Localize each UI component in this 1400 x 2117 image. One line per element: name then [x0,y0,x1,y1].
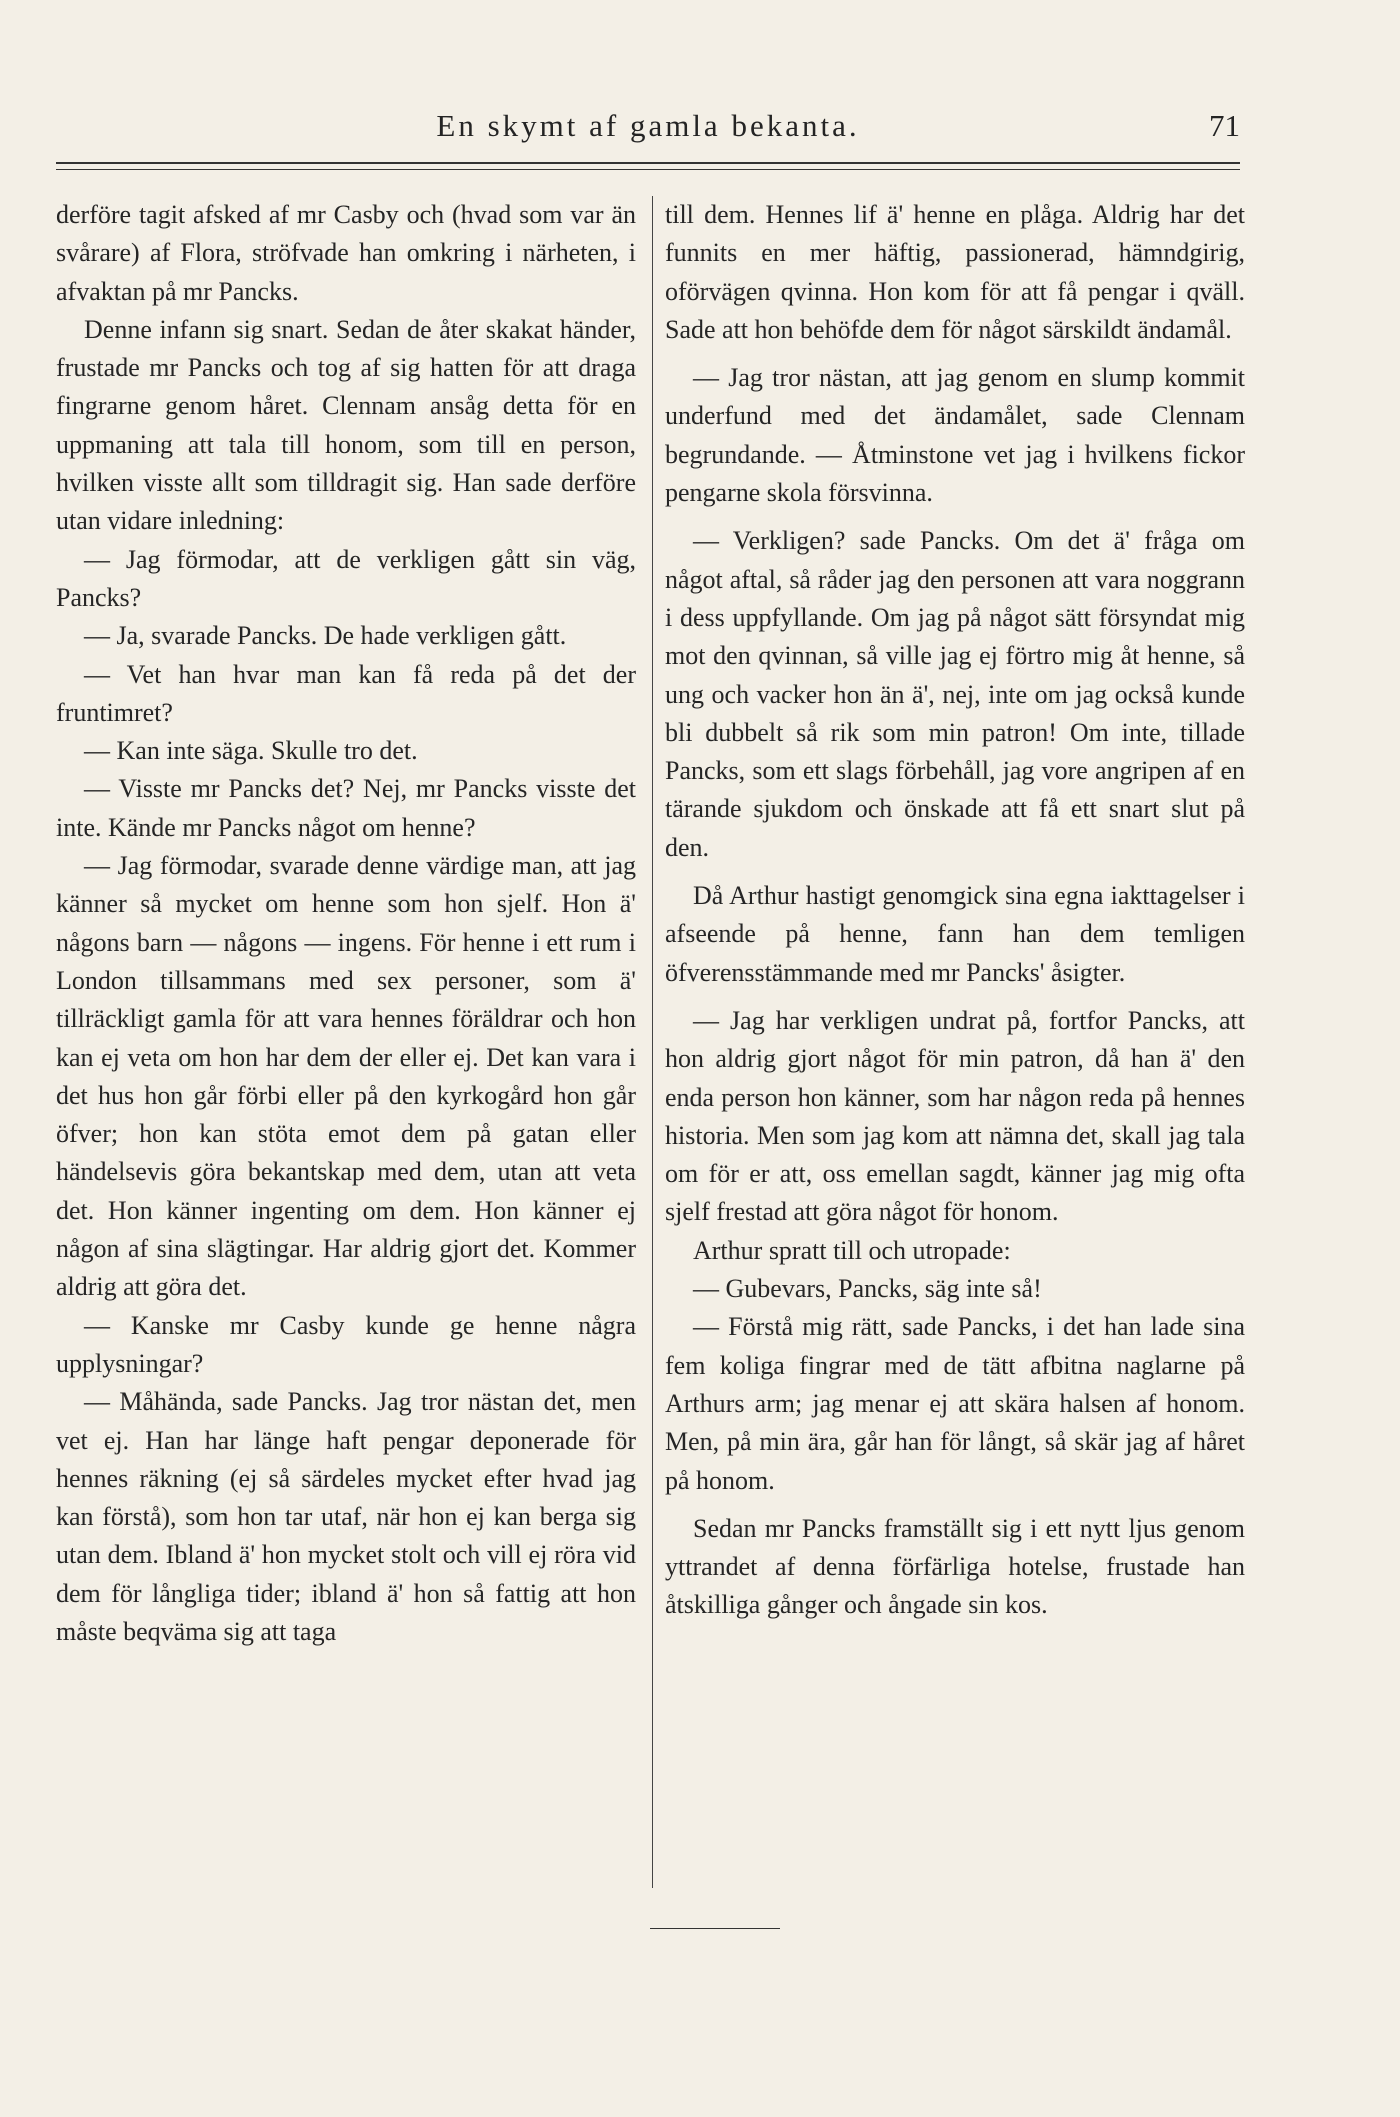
paragraph: — Ja, svarade Pancks. De hade verkligen gått. [84,621,567,651]
paragraph: — Visste mr Pancks det? Nej, mr Pancks visste det inte. Kände mr Pancks något om henne? [56,774,636,842]
paragraph: Då Arthur hastigt genomgick sina egna iakttagelser i afseende på henne, fann han dem temligen öfverensstämmande med mr Pancks' åsigter. [665,881,1245,987]
paragraph: — Gubevars, Pancks, säg inte så! [693,1274,1042,1304]
paragraph: — Jag har verkligen undrat på, fortfor Pancks, att hon aldrig gjort något för min patron, då han ä' den enda person hon känner, som har någon reda på hennes historia. Men som jag kom att nämna det, skall jag tala om för er att, oss emellan sagdt, känner jag mig ofta sjelf frestad att göra något för honom. [665,1005,1245,1227]
paragraph: — Måhända, sade Pancks. Jag tror nästan det, men vet ej. Han har länge haft pengar deponerade för hennes räkning (ej så särdeles mycket efter hvad jag kan förstå), som hon tar utaf, när hon ej kan berga sig utan dem. Ibland ä' hon mycket stolt och vill ej röra vid dem för långliga tider; ibland ä' hon så fattig att hon måste beqväma sig att taga [56,1387,636,1646]
paragraph: — Förstå mig rätt, sade Pancks, i det han lade sina fem koliga fingrar med de tätt afbitna naglarne på Arthurs arm; jag menar ej att skära halsen af honom. Men, på min ära, går han för långt, så skär jag af håret på honom. [665,1312,1245,1495]
paragraph: Arthur spratt till och utropade: [693,1235,1011,1265]
running-header [56,108,1240,152]
paragraph: Denne infann sig snart. Sedan de åter skakat händer, frustade mr Pancks och tog af sig hatten för att draga fingrarne genom håret. Clennam ansåg detta för en uppmaning att tala till honom, som till en person, hvilken visste allt som tilldragit sig. Han sade derföre utan vidare inledning: [56,314,636,536]
paragraph: derföre tagit afsked af mr Casby och (hvad som var än svårare) af Flora, ströfvade han omkring i närheten, i afvaktan på mr Pancks. [56,200,636,306]
paragraph: till dem. Hennes lif ä' henne en plåga. Aldrig har det funnits en mer häftig, passionerad, hämndgirig, oförvägen qvinna. Hon kom för att få pengar i qväll. Sade att hon behöfde dem för något särskildt ändamål. [665,200,1245,344]
paragraph: — Kan inte säga. Skulle tro det. [84,736,418,766]
running-title: En skymt af gamla bekanta. [436,108,860,143]
paragraph: — Jag tror nästan, att jag genom en slump kommit underfund med det ändamålet, sade Clennam begrundande. — Åtminstone vet jag i hvilkens fickor pengarne skola försvinna. [665,363,1245,508]
paragraph: — Kanske mr Casby kunde ge henne några upplysningar? [56,1310,636,1378]
left-column [56,196,636,1651]
paragraph: — Verkligen? sade Pancks. Om det ä' fråga om något aftal, så råder jag den personen att vara noggrann i dess uppfyllande. Om jag på något sätt försyndat mig mot den qvinnan, så ville jag ej förtro mig åt henne, så ung och vacker hon än ä', nej, inte om jag också kunde bli dubbelt så rik som min patron! Om inte, tillade Pancks, som ett slags förbehåll, jag vore angripen af en tärande sjukdom och önskade att få ett snart slut på den. [665,526,1245,862]
paragraph: — Jag förmodar, svarade denne värdige man, att jag känner så mycket om henne som hon sjelf. Hon ä' någons barn — någons — ingens. För henne i ett rum i London tillsammans med sex personer, som ä' tillräckligt gamla för att vara hennes föräldrar och hon kan ej veta om hon har dem der eller ej. Det kan vara i det hus hon går förbi eller på den kyrkogård hon går öfver; hon kan stöta emot dem på gatan eller händelsevis göra bekantskap med dem, utan att veta det. Hon känner ingenting om dem. Hon känner ej någon af sina slägtingar. Har aldrig gjort det. Kommer aldrig att göra det. [56,851,636,1302]
column-divider [652,196,653,1888]
paragraph: Sedan mr Pancks framställt sig i ett nytt ljus genom yttrandet af denna förfärliga hotelse, frustade han åtskilliga gånger och ångade sin kos. [665,1513,1245,1620]
right-column [665,196,1245,1625]
paragraph: — Vet han hvar man kan få reda på det der fruntimret? [56,659,636,727]
chapter-end-rule [650,1928,780,1929]
paragraph: — Jag förmodar, att de verkligen gått sin väg, Pancks? [56,544,636,612]
page-number: 71 [1209,108,1240,143]
header-rule [56,162,1240,170]
